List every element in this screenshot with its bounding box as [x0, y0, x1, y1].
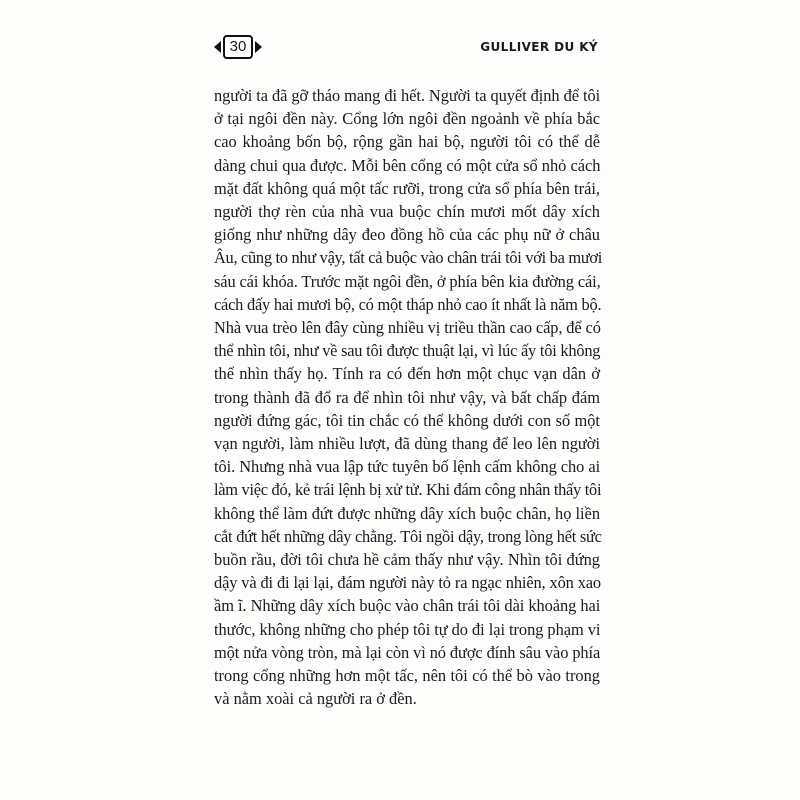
text-line: giống như những dây đeo đồng hồ của các phụ nữ ở châu	[214, 225, 600, 245]
text-line: ở tại ngôi đền này. Cổng lớn ngôi đền ngoảnh về phía bắc	[214, 109, 600, 129]
text-line: thước, không những cho phép tôi tự do đi lại trong phạm vi	[214, 619, 601, 639]
text-line: Nhà vua trèo lên đây cùng nhiều vị triều thần cao cấp, để có	[214, 318, 601, 338]
text-line: và nằm xoài cả người ra ở đền.	[214, 689, 417, 709]
text-line: mặt đất không quá một tấc rưỡi, trong cửa sổ phía bên trái,	[214, 178, 600, 198]
text-line: người ta đã gỡ tháo mang đi hết. Người ta quyết định để tôi	[214, 86, 601, 105]
text-line: Âu, cũng to như vậy, tất cả buộc vào chân trái tôi với ba mươi	[214, 248, 603, 268]
running-title: GULLIVER DU KÝ	[480, 40, 598, 54]
page-header	[214, 36, 598, 60]
body-text	[214, 84, 603, 710]
text-line: một nửa vòng tròn, mà lại còn vì nó được đính sâu vào phía	[214, 642, 601, 662]
text-line: trong cổng những hơn một tấc, nên tôi có thể bò vào trong	[214, 666, 600, 686]
text-line: buồn rầu, đời tôi chưa hề cảm thấy như vậy. Nhìn tôi đứng	[214, 550, 600, 570]
text-line: thể nhìn tôi, như về sau tôi được thuật lại, vì lúc ấy tôi không	[214, 341, 601, 361]
text-line: làm việc đó, kẻ trái lệnh bị xử tử. Khi đám công nhân thấy tôi	[214, 480, 602, 500]
text-line: người đứng gác, tôi tin chắc có thể không dưới con số một	[214, 410, 600, 430]
text-line: tôi. Nhưng nhà vua lập tức tuyên bố lệnh cấm không cho ai	[214, 457, 601, 477]
text-line: sáu cái khóa. Trước mặt ngôi đền, ở phía bên kia đường cái,	[214, 271, 601, 291]
text-line: cắt đứt hết những dây chằng. Tôi ngồi dậy, trong lòng hết sức	[214, 526, 602, 546]
text-line: dàng chui qua được. Mỗi bên cổng có một cửa sổ nhỏ cách	[214, 155, 601, 175]
text-line: thể nhìn thấy họ. Tính ra có đến hơn một chục vạn dân ở	[214, 364, 600, 384]
text-line: người thợ rèn của nhà vua buộc chín mươi mốt dây xích	[214, 202, 600, 222]
text-line: dậy và đi đi lại lại, đám người này tỏ ra ngạc nhiên, xôn xao	[214, 573, 602, 593]
page-number: 30	[223, 35, 253, 59]
text-line: cách đấy hai mươi bộ, có một tháp nhỏ cao ít nhất là năm bộ.	[214, 294, 602, 314]
text-line: trong thành đã đổ ra để nhìn tôi như vậy, và bất chấp đám	[214, 387, 600, 407]
text-line: không thể làm đứt được những dây xích buộc chân, họ liền	[214, 503, 600, 523]
triangle-left-icon	[214, 41, 221, 53]
text-line: cao khoảng bốn bộ, rộng gần hai bộ, người tôi có thể dễ	[214, 132, 600, 152]
triangle-right-icon	[255, 41, 262, 53]
text-line: vạn người, làm nhiều lượt, đã dùng thang để leo lên người	[214, 434, 600, 454]
page-number-badge	[214, 36, 262, 58]
text-line: ầm ĩ. Những dây xích buộc vào chân trái tôi dài khoảng hai	[214, 596, 601, 616]
